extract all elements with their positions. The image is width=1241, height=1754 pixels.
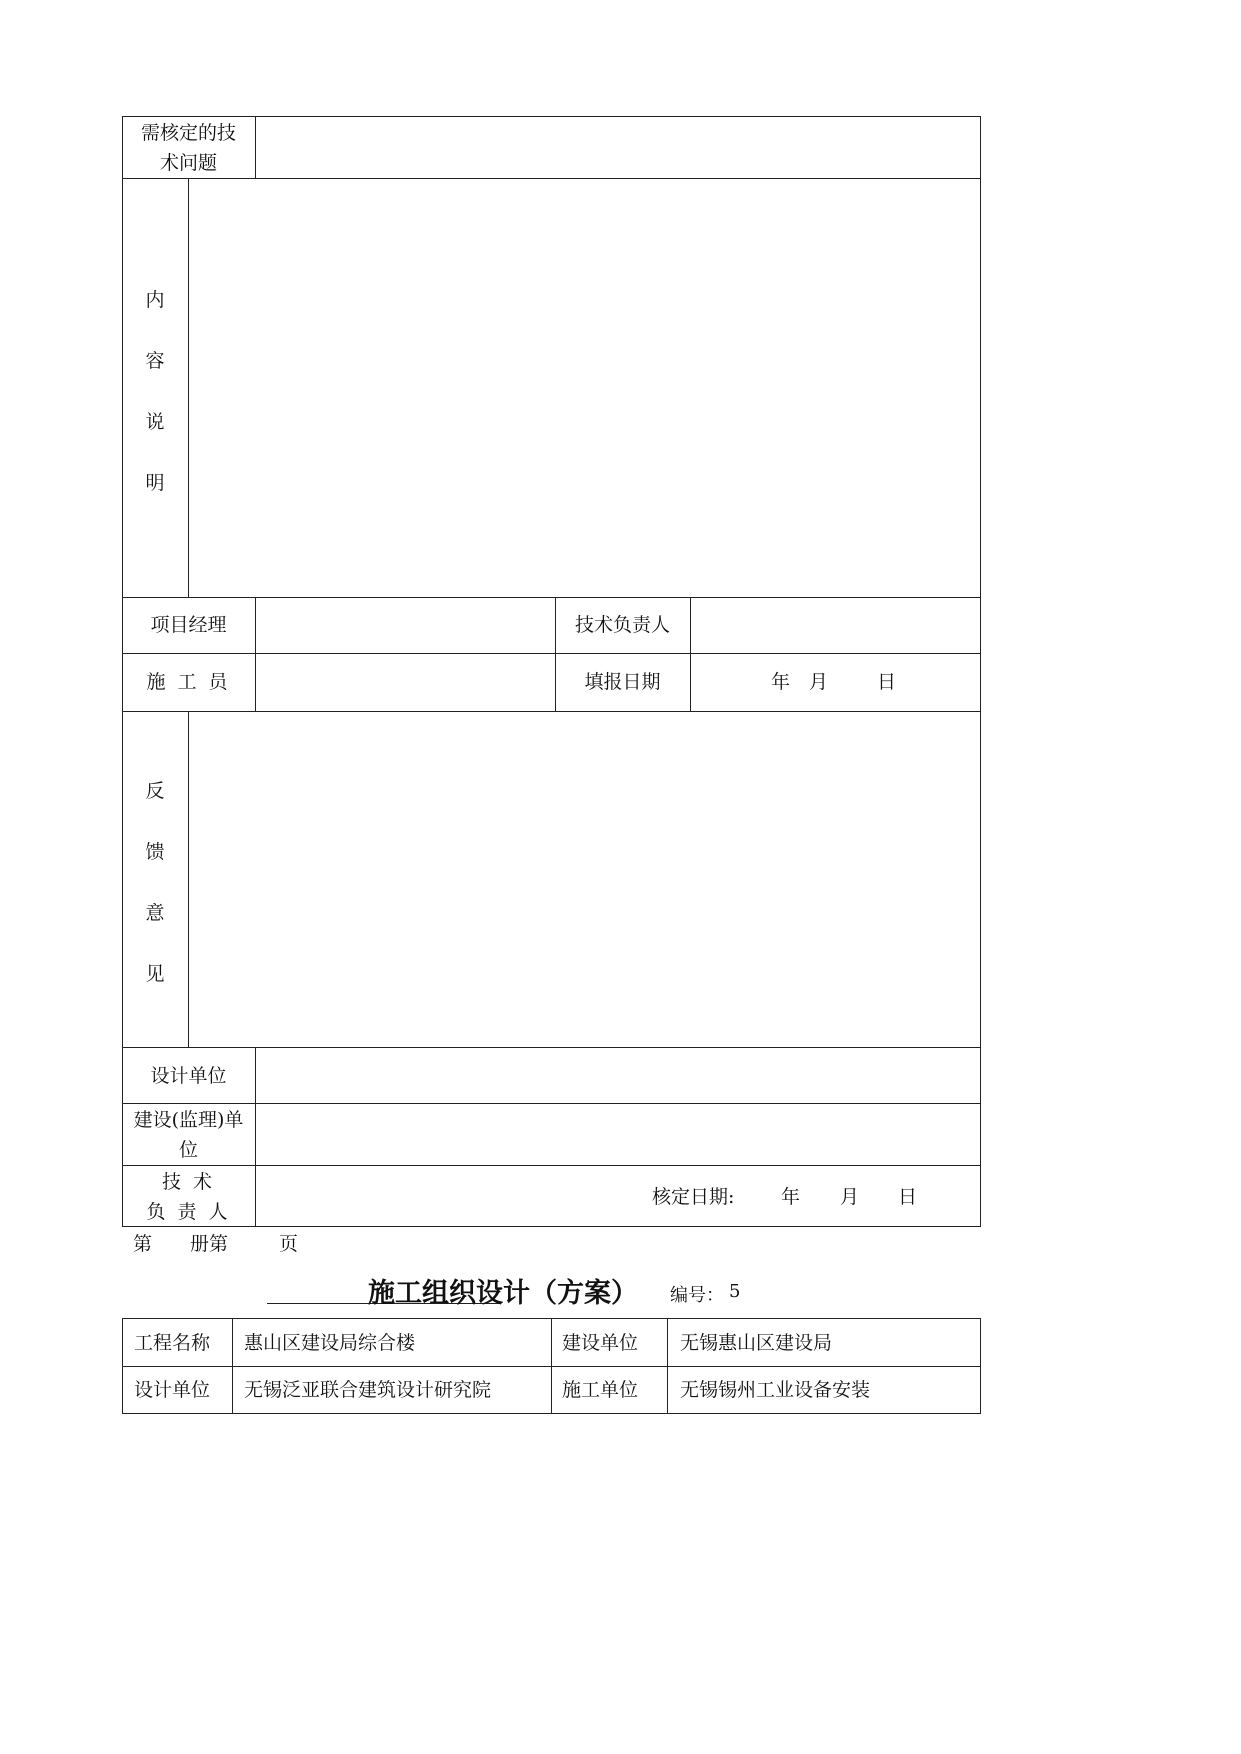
row-divider [122,711,981,712]
row-divider [122,1047,981,1048]
construction-supervision-label: 建设(监理)单 位 [133,1109,244,1161]
verify-date-month: 月 [840,1186,860,1208]
project-manager-label: 项目经理 [150,614,227,636]
content-label-char: 明 [145,472,165,494]
verify-date-label: 核定日期: [652,1186,735,1208]
fill-date-label: 填报日期 [584,671,661,693]
page-marker-volume-prefix: 第 [133,1233,153,1255]
project-manager-field[interactable] [257,599,553,651]
fill-date-month: 月 [809,671,829,693]
row-divider [122,1165,981,1166]
col-divider [232,1318,233,1414]
project-name-label: 工程名称 [134,1332,211,1354]
feedback-label-char: 意 [145,902,165,924]
feedback-label-char: 馈 [145,841,165,863]
col-divider [667,1318,668,1414]
tech-issue-label: 需核定的技 术问题 [140,122,236,174]
constructor-label: 施 工 员 [146,671,231,693]
design-unit-field[interactable] [257,1049,979,1101]
designer-value: 无锡泛亚联合建筑设计研究院 [244,1379,492,1401]
builder-value: 无锡惠山区建设局 [680,1332,833,1354]
content-label-char: 内 [145,289,165,311]
content-description-field[interactable] [190,180,979,595]
row-divider [122,178,981,179]
builder-label: 建设单位 [562,1332,639,1354]
second-form-title: 施工组织设计（方案） [368,1278,638,1309]
col-divider [188,711,189,1047]
feedback-label-char: 见 [145,963,165,985]
tech-issue-field[interactable] [257,118,979,176]
project-name-value: 惠山区建设局综合楼 [244,1332,416,1354]
tech-person-label: 技 术 负 责 人 [146,1171,231,1223]
row-divider [122,597,981,598]
content-label-char: 容 [145,350,165,372]
tech-lead-field[interactable] [692,599,979,651]
fill-date-year: 年 [771,671,791,693]
design-unit-label: 设计单位 [150,1065,227,1087]
verify-date-day: 日 [898,1186,918,1208]
contractor-label: 施工单位 [562,1379,639,1401]
col-divider [690,597,691,711]
col-divider [255,597,256,711]
feedback-label-char: 反 [145,780,165,802]
tech-lead-label: 技术负责人 [574,614,670,636]
row-divider [122,1103,981,1104]
verify-date-year: 年 [781,1186,801,1208]
constructor-field[interactable] [257,655,553,709]
feedback-field[interactable] [190,713,979,1045]
construction-supervision-field[interactable] [257,1105,979,1163]
contractor-value: 无锡锡州工业设备安装 [680,1379,871,1401]
number-label: 编号： [670,1285,724,1306]
number-value: 5 [729,1281,741,1302]
col-divider [188,178,189,597]
page-marker-volume-suffix: 册第 [190,1233,229,1255]
fill-date-day: 日 [877,671,897,693]
col-divider [551,1318,552,1414]
content-label-char: 说 [145,411,165,433]
row-divider [122,653,981,654]
col-divider [255,116,256,178]
col-divider [255,1047,256,1227]
designer-label: 设计单位 [134,1379,211,1401]
page-marker-page-suffix: 页 [279,1233,299,1255]
